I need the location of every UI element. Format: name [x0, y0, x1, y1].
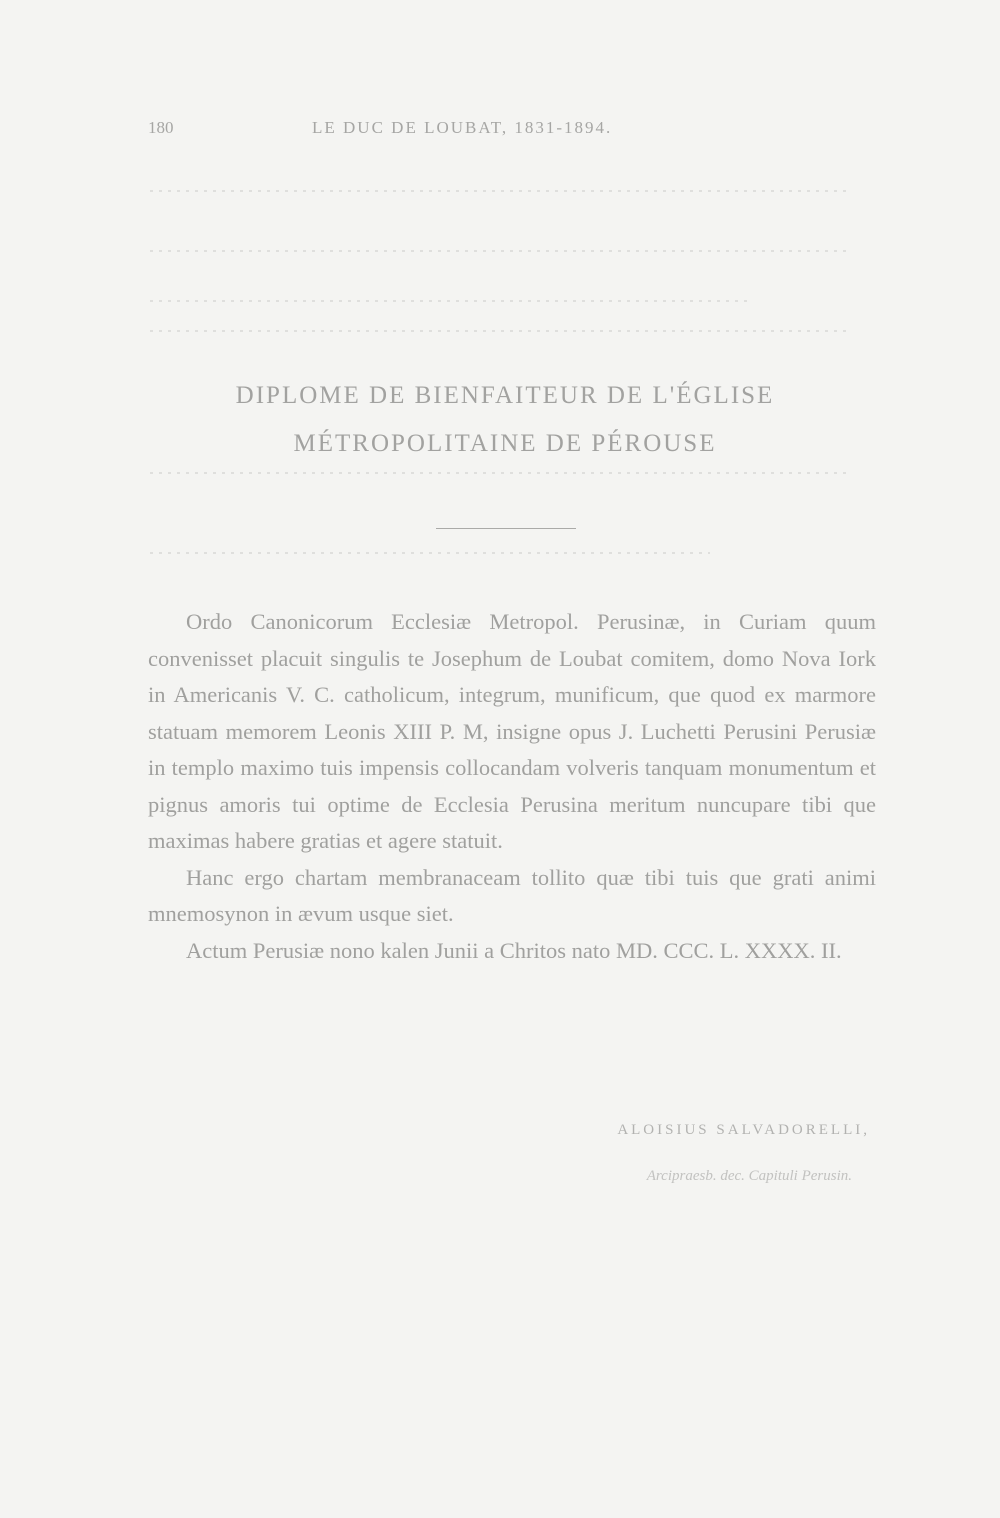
signature-name: ALOISIUS SALVADORELLI,: [617, 1122, 870, 1138]
bleed-through-line: [150, 552, 710, 554]
bleed-through-line: [150, 472, 850, 474]
bleed-through-line: [150, 190, 850, 192]
running-title: LE DUC DE LOUBAT, 1831-1894.: [312, 118, 613, 137]
document-title-line-1: DIPLOME DE BIENFAITEUR DE L'ÉGLISE: [235, 382, 775, 409]
title-divider: [436, 528, 576, 529]
document-title-line-2: MÉTROPOLITAINE DE PÉROUSE: [293, 430, 717, 457]
bleed-through-line: [150, 250, 850, 252]
bleed-through-line: [150, 330, 850, 332]
page-number: 180: [148, 118, 174, 137]
body-paragraph: Hanc ergo chartam membranaceam tollito quæ tibi tuis que grati animi mnemosynon in ævum usque siet.: [148, 864, 876, 926]
running-head: [148, 118, 868, 148]
bleed-through-line: [150, 300, 750, 302]
body-paragraph: Ordo Canonicorum Ecclesiæ Metropol. Perusinæ, in Curiam quum convenisset placuit singulis te Josephum de Loubat comitem, domo Nova Iork in Americanis V. C. catholicum, integrum, munificum, que quod ex marmore statuam memorem Leonis XIII P. M, insigne opus J. Luchetti Perusini Perusiæ in templo maximo tuis impensis collocandam volveris tanquam monumentum et pignus amoris tui optime de Ecclesia Perusina meritum nuncupare tibi que maximas habere gratias et agere statuit.: [148, 609, 876, 853]
body-paragraph: Actum Perusiæ nono kalen Junii a Chritos nato MD. CCC. L. XXXX. II.: [186, 937, 842, 963]
body-text: [148, 604, 876, 969]
signature-title: Arcipraesb. dec. Capituli Perusin.: [646, 1168, 852, 1184]
